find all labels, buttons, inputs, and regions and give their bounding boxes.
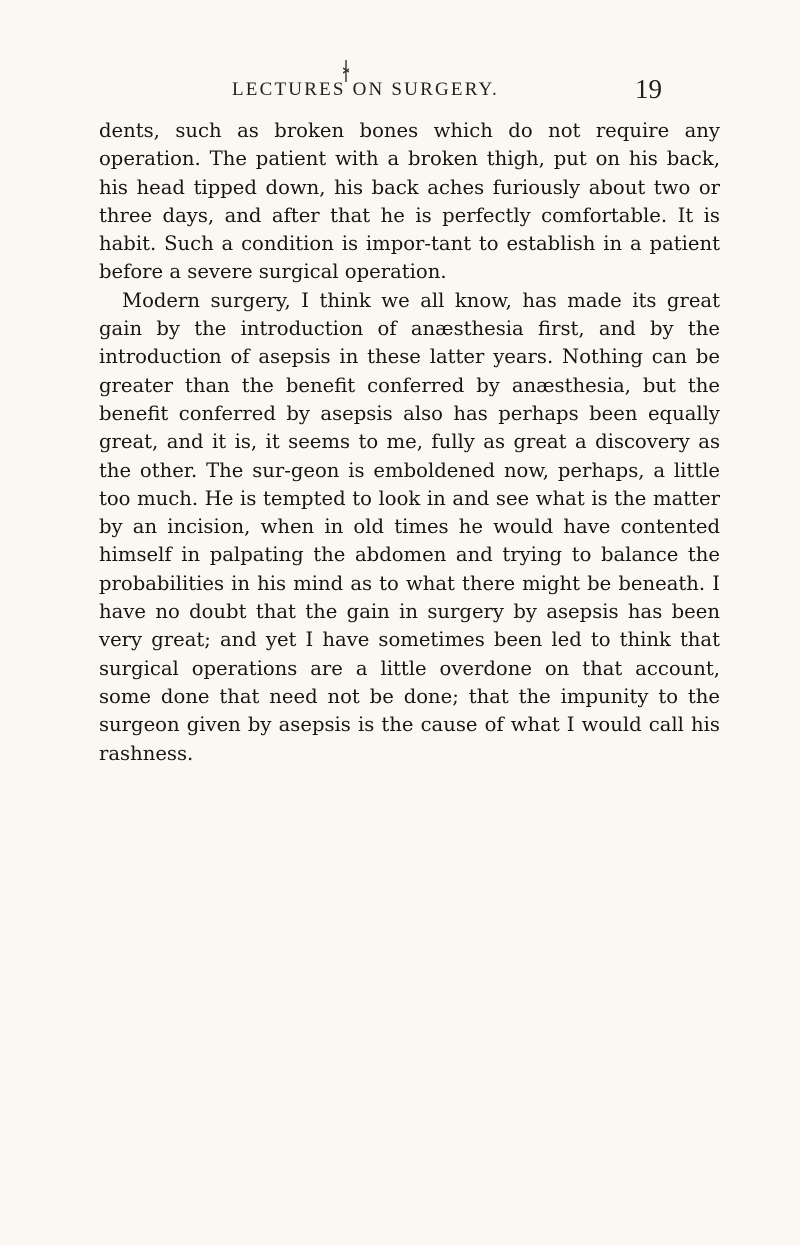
body-text — [99, 117, 720, 768]
page-header — [232, 74, 662, 106]
page-number: 19 — [635, 74, 662, 104]
paragraph-1: dents, such as broken bones which do not require any operation. The patient with a broken thigh, put on his back, his head tipped down, his back aches furiously about two or three days, and after that he is perfectly comfortable. It is habit. Such a condition is impor-tant to establish in a patient before a severe surgical operation. — [99, 119, 720, 284]
paragraph-2: Modern surgery, I think we all know, has made its great gain by the introduction of anæsthesia first, and by the introduction of asepsis in these latter years. Nothing can be greater than the benefit conferred by anæsthesia, but the benefit conferred by asepsis also has perhaps been equally great, and it is, it seems to me, fully as great a discovery as the other. The sur-geon is emboldened now, perhaps, a little too much. He is tempted to look in and see what is the matter by an incision, when in old times he would have contented himself in palpating the abdomen and trying to balance the probabilities in his mind as to what there might be beneath. I have no doubt that the gain in surgery by asepsis has been very great; and yet I have sometimes been led to think that surgical operations are a little overdone on that account, some done that need not be done; that the impunity to the surgeon given by asepsis is the cause of what I would call his rashness. — [99, 288, 720, 765]
running-title: LECTURES ON SURGERY. — [232, 79, 499, 100]
